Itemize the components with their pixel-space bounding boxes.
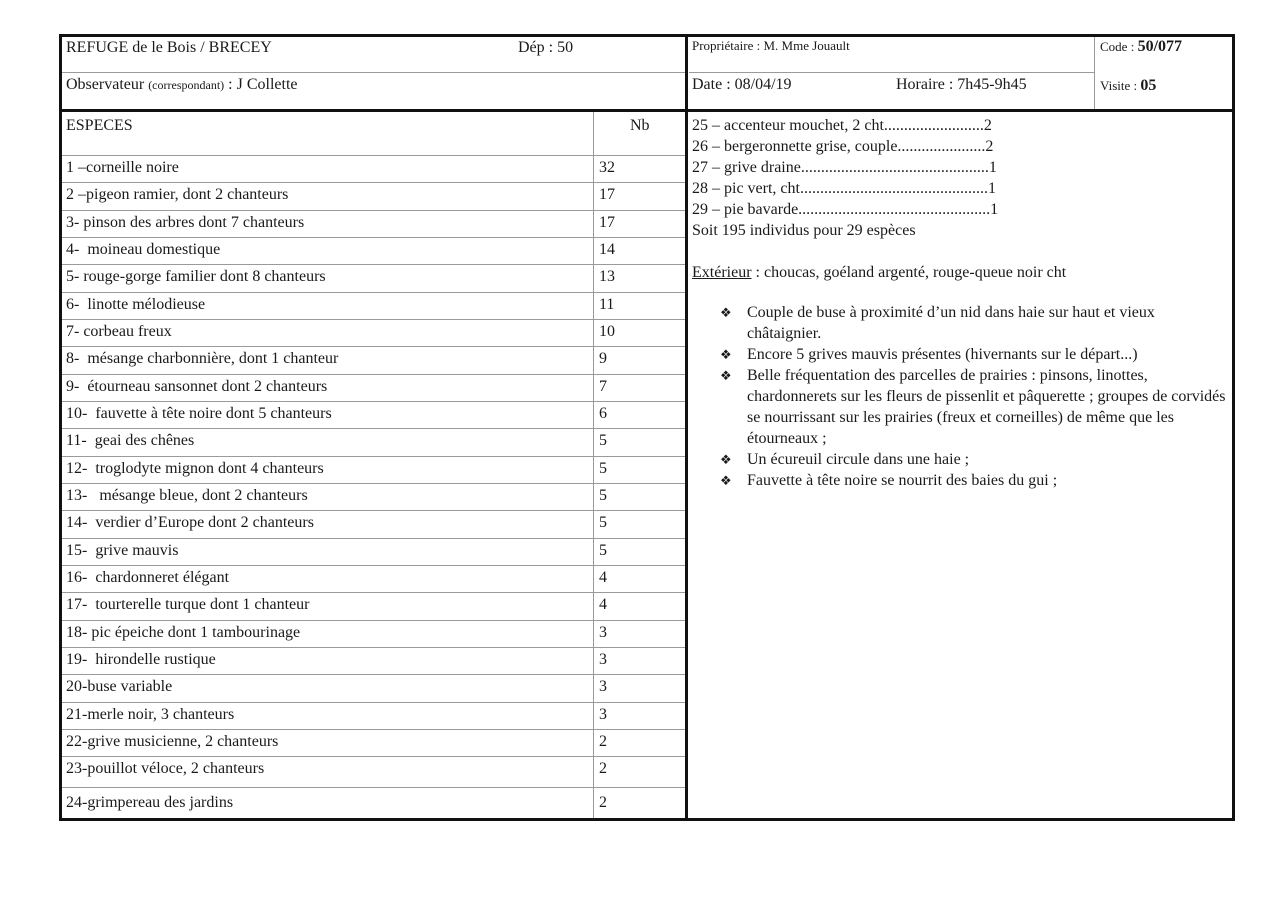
- row-divider: [62, 647, 685, 648]
- species-name: 15- grive mauvis: [66, 542, 179, 559]
- table-row: [62, 729, 685, 756]
- table-row: [62, 756, 685, 787]
- observer-label: Observateur: [66, 76, 145, 93]
- species-count: 6: [599, 405, 607, 422]
- visit: [1100, 77, 1156, 95]
- list-item: 28 – pic vert, cht...............................................1: [692, 180, 996, 197]
- table-row: [62, 292, 685, 319]
- row-divider: [62, 210, 685, 211]
- list-item: 25 – accenteur mouchet, 2 cht.........................2: [692, 117, 992, 134]
- nb-column-header: Nb: [630, 117, 650, 134]
- note-item: ❖ Un écureuil circule dans une haie ;: [720, 451, 970, 468]
- species-count: 13: [599, 268, 615, 285]
- code-value: 50/077: [1137, 38, 1183, 55]
- species-count: 3: [599, 706, 607, 723]
- row-divider: [62, 729, 685, 730]
- table-row: [62, 155, 685, 182]
- table-row: [62, 674, 685, 702]
- code-label: Code :: [1100, 39, 1138, 54]
- header-row-divider-left: [62, 72, 686, 73]
- main-vertical-divider: [685, 34, 688, 821]
- visit-date: Date : 08/04/19: [692, 76, 792, 93]
- species-count: 5: [599, 514, 607, 531]
- species-count: 3: [599, 678, 607, 695]
- species-name: 2 –pigeon ramier, dont 2 chanteurs: [66, 186, 289, 203]
- species-count: 9: [599, 350, 607, 367]
- species-count: 17: [599, 186, 615, 203]
- list-item: 27 – grive draine...............................................1: [692, 159, 997, 176]
- observer-sub: (correspondant): [148, 78, 225, 92]
- visit-hours: Horaire : 7h45-9h45: [896, 76, 1027, 93]
- species-name: 4- moineau domestique: [66, 241, 221, 258]
- species-name: 14- verdier d’Europe dont 2 chanteurs: [66, 514, 314, 531]
- table-row: [62, 182, 685, 210]
- species-name: 3- pinson des arbres dont 7 chanteurs: [66, 214, 305, 231]
- row-divider: [62, 346, 685, 347]
- diamond-bullet-icon: ❖: [720, 305, 732, 320]
- species-name: 8- mésange charbonnière, dont 1 chanteur: [66, 350, 339, 367]
- table-row: [62, 428, 685, 456]
- table-row: [62, 319, 685, 346]
- species-name: 20-buse variable: [66, 678, 173, 695]
- species-name: 10- fauvette à tête noire dont 5 chanteurs: [66, 405, 332, 422]
- species-count: 4: [599, 596, 607, 613]
- row-divider: [62, 565, 685, 566]
- observer-value: : J Collette: [224, 76, 298, 93]
- diamond-bullet-icon: ❖: [720, 473, 732, 488]
- species-name: 1 –corneille noire: [66, 159, 179, 176]
- table-row: [62, 210, 685, 237]
- row-divider: [62, 510, 685, 511]
- species-count: 10: [599, 323, 615, 340]
- species-name: 24-grimpereau des jardins: [66, 794, 234, 811]
- table-row: [62, 647, 685, 674]
- table-row: [62, 237, 685, 264]
- list-item: 29 – pie bavarde................................................1: [692, 201, 999, 218]
- table-row: [62, 702, 685, 729]
- notes-list: [720, 302, 1230, 491]
- row-divider: [62, 538, 685, 539]
- species-name: 16- chardonneret élégant: [66, 569, 230, 586]
- species-name: 17- tourterelle turque dont 1 chanteur: [66, 596, 310, 613]
- species-column-header: ESPECES: [66, 117, 133, 134]
- exterior-species: [692, 262, 1222, 283]
- note-item: ❖ Belle fréquentation des parcelles de prairies : pinsons, linottes, chardonnerets sur les fleurs de pissenlit et pâquerette ; groupes de corvidés se nourrissant sur les prairies (freux et corneilles) de même que les étourneaux ;: [720, 367, 1226, 447]
- row-divider: [62, 756, 685, 757]
- diamond-bullet-icon: ❖: [720, 452, 732, 467]
- species-count: 5: [599, 542, 607, 559]
- owner: Propriétaire : M. Mme Jouault: [692, 38, 850, 53]
- header-bottom-border: [59, 109, 1235, 112]
- row-divider: [62, 787, 685, 788]
- header-row-divider-right: [689, 72, 1094, 73]
- row-divider: [62, 374, 685, 375]
- species-name: 9- étourneau sansonnet dont 2 chanteurs: [66, 378, 328, 395]
- species-count: 5: [599, 460, 607, 477]
- species-name: 11- geai des chênes: [66, 432, 195, 449]
- species-count: 3: [599, 624, 607, 641]
- row-divider: [62, 428, 685, 429]
- code-column-divider: [1094, 37, 1095, 109]
- species-name: 13- mésange bleue, dont 2 chanteurs: [66, 487, 308, 504]
- exterior-label: Extérieur: [692, 264, 752, 281]
- row-divider: [62, 674, 685, 675]
- row-divider: [62, 702, 685, 703]
- species-count: 2: [599, 733, 607, 750]
- code: [1100, 38, 1182, 56]
- species-count: 17: [599, 214, 615, 231]
- note-item: ❖ Fauvette à tête noire se nourrit des baies du gui ;: [720, 472, 1058, 489]
- row-divider: [62, 182, 685, 183]
- table-row: [62, 401, 685, 428]
- species-count: 5: [599, 432, 607, 449]
- row-divider: [62, 483, 685, 484]
- table-row: [62, 592, 685, 620]
- table-row: [62, 510, 685, 538]
- species-name: 23-pouillot véloce, 2 chanteurs: [66, 760, 265, 777]
- species-name: 22-grive musicienne, 2 chanteurs: [66, 733, 279, 750]
- species-name: 6- linotte mélodieuse: [66, 296, 206, 313]
- note-item: ❖ Encore 5 grives mauvis présentes (hivernants sur le départ...): [720, 346, 1138, 363]
- table-row: [62, 346, 685, 374]
- departement: Dép : 50: [518, 39, 574, 56]
- refuge-name: REFUGE de le Bois / BRECEY: [66, 39, 272, 56]
- row-divider: [62, 292, 685, 293]
- table-row: [62, 374, 685, 401]
- table-row: [62, 456, 685, 483]
- table-row: [62, 565, 685, 592]
- table-row: [62, 483, 685, 510]
- row-divider: [62, 237, 685, 238]
- species-continued-list: [692, 115, 1222, 283]
- species-name: 7- corbeau freux: [66, 323, 172, 340]
- row-divider: [62, 456, 685, 457]
- species-count: 2: [599, 794, 607, 811]
- species-count: 3: [599, 651, 607, 668]
- species-count: 5: [599, 487, 607, 504]
- species-name: 5- rouge-gorge familier dont 8 chanteurs: [66, 268, 326, 285]
- row-divider: [62, 155, 685, 156]
- visit-number: 05: [1140, 77, 1157, 94]
- row-divider: [62, 401, 685, 402]
- row-divider: [62, 319, 685, 320]
- table-row: [62, 620, 685, 647]
- list-item: 26 – bergeronnette grise, couple......................2: [692, 138, 994, 155]
- table-row: [62, 264, 685, 292]
- exterior-text: : choucas, goéland argenté, rouge-queue noir cht: [751, 264, 1067, 281]
- row-divider: [62, 620, 685, 621]
- observer: [66, 75, 297, 95]
- row-divider: [62, 592, 685, 593]
- species-name: 18- pic épeiche dont 1 tambourinage: [66, 624, 301, 641]
- species-name: 19- hirondelle rustique: [66, 651, 216, 668]
- species-count: 32: [599, 159, 615, 176]
- visit-label: Visite :: [1100, 78, 1141, 93]
- species-name: 21-merle noir, 3 chanteurs: [66, 706, 235, 723]
- note-item: ❖ Couple de buse à proximité d’un nid dans haie sur haut et vieux châtaignier.: [720, 304, 1155, 342]
- species-count: 7: [599, 378, 607, 395]
- diamond-bullet-icon: ❖: [720, 368, 732, 383]
- table-row: [62, 787, 685, 818]
- species-count: 2: [599, 760, 607, 777]
- species-name: 12- troglodyte mignon dont 4 chanteurs: [66, 460, 324, 477]
- species-count: 4: [599, 569, 607, 586]
- row-divider: [62, 264, 685, 265]
- species-count: 11: [599, 296, 615, 313]
- diamond-bullet-icon: ❖: [720, 347, 732, 362]
- species-count: 14: [599, 241, 615, 258]
- total-summary: Soit 195 individus pour 29 espèces: [692, 222, 916, 239]
- table-row: [62, 538, 685, 565]
